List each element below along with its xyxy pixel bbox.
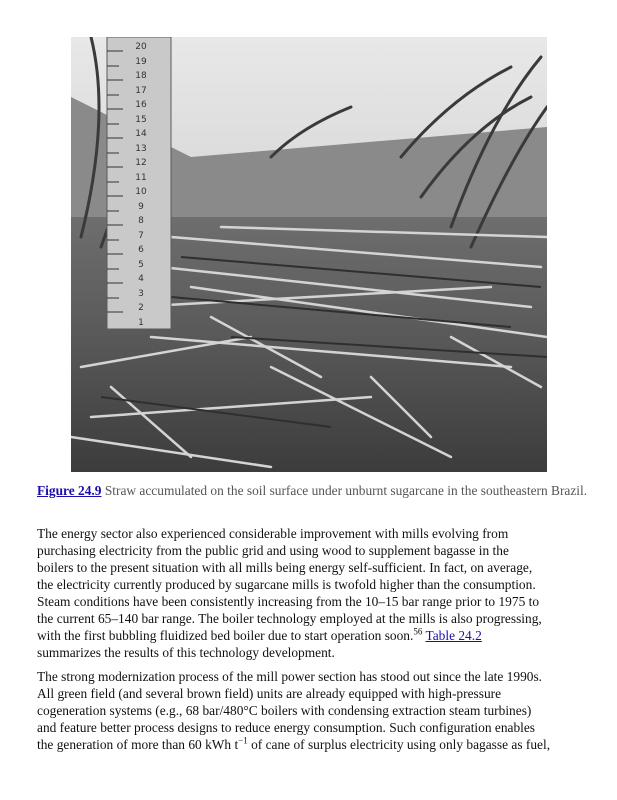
ruler-number: 9: [138, 202, 144, 212]
text-line: [37, 627, 597, 644]
ruler-number: 17: [135, 86, 147, 96]
paragraph-energy-sector: [37, 525, 597, 661]
text-line: the electricity currently produced by sugarcane mills is twofold higher than the consumption.: [37, 577, 536, 592]
text-fragment: of cane of surplus electricity using only bagasse as fuel,: [247, 737, 551, 752]
ruler-number: 3: [138, 289, 144, 299]
text-line: the current 65–140 bar range. The boiler technology employed at the mills is also progressing,: [37, 611, 542, 626]
text-fragment: the generation of more than 60 kWh t: [37, 737, 239, 752]
ruler-number: 13: [135, 144, 147, 154]
ruler-number: 20: [135, 42, 147, 52]
text-line: [37, 736, 597, 753]
text-line: purchasing electricity from the public grid and using wood to supplement bagasse in the: [37, 543, 509, 558]
straw-photo: [71, 37, 547, 472]
ruler: [107, 37, 171, 329]
ruler-number: 18: [135, 71, 147, 81]
ruler-number: 19: [135, 57, 147, 67]
paragraph-modernization: [37, 668, 597, 753]
ruler-number: 11: [135, 173, 147, 183]
ruler-number: 7: [138, 231, 144, 241]
caption-text: Straw accumulated on the soil surface under unburnt sugarcane in the southeastern Brazil.: [104, 483, 588, 498]
text-line: Steam conditions have been consistently increasing from the 10–15 bar range prior to 1975 to: [37, 594, 540, 609]
text-line: boilers to the present situation with all mills being energy self-sufficient. In fact, on average,: [37, 560, 533, 575]
ruler-number: 6: [138, 245, 144, 255]
ruler-number: 8: [138, 216, 144, 226]
text-line: The energy sector also experienced considerable improvement with mills evolving from: [37, 526, 509, 541]
figure-link[interactable]: Figure 24.9: [37, 483, 102, 498]
ruler-number: 12: [135, 158, 147, 168]
ruler-number: 5: [138, 260, 144, 270]
figure-caption: [37, 482, 592, 499]
straw-photo-illustration: [71, 37, 547, 472]
ruler-number: 14: [135, 129, 147, 139]
text-fragment: with the first bubbling fluidized bed boiler due to start operation soon.: [37, 628, 414, 643]
ruler-number: 4: [138, 274, 144, 284]
text-line: summarizes the results of this technology development.: [37, 645, 335, 660]
text-line: cogeneration systems (e.g., 68 bar/480°C boilers with condensing extraction steam turbines): [37, 703, 532, 718]
text-line: All green field (and several brown field) units are already equipped with high-pressure: [37, 686, 502, 701]
ruler-number: 1: [138, 318, 144, 328]
ruler-number: 16: [135, 100, 147, 110]
ruler-number: 2: [138, 303, 144, 313]
superscript: −1: [238, 735, 248, 746]
table-link[interactable]: Table 24.2: [425, 628, 482, 643]
footnote-ref[interactable]: 56: [413, 626, 423, 637]
text-line: The strong modernization process of the mill power section has stood out since the late 1990s.: [37, 669, 543, 684]
ruler-number: 10: [135, 187, 147, 197]
ruler-number: 15: [135, 115, 147, 125]
text-line: and feature better process designs to reduce energy consumption. Such configuration enables: [37, 720, 536, 735]
